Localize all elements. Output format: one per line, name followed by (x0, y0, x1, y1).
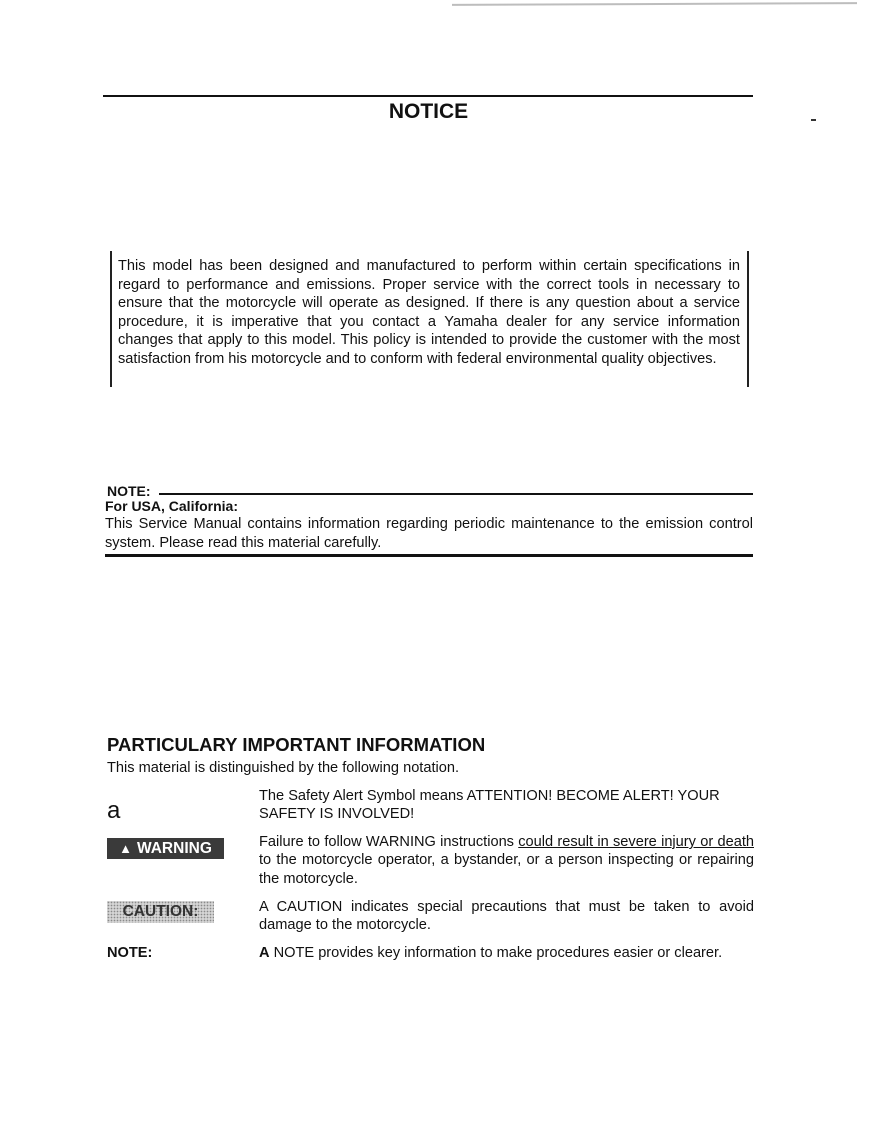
note-label: NOTE: (107, 483, 151, 499)
note-text: NOTE provides key information to make procedures easier or clearer. (269, 945, 723, 961)
safety-alert-symbol: a (107, 797, 121, 824)
warning-text-before: Failure to follow WARNING instructions (259, 834, 519, 850)
warning-badge (107, 838, 224, 859)
section-intro: This material is distinguished by the following notation. (107, 760, 460, 776)
section-heading: PARTICULARY IMPORTANT INFORMATION (107, 734, 486, 755)
page-title: NOTICE (388, 100, 469, 123)
warning-text-underlined: could result in severe injury or death (518, 834, 754, 850)
note-rule (159, 493, 753, 495)
warning-triangle-icon: ▲ (119, 841, 132, 856)
top-rule (103, 95, 753, 97)
note-notation-label: NOTE: (107, 945, 153, 961)
note-bottom-rule (105, 554, 753, 557)
alert-description: The Safety Alert Symbol means ATTENTION! BECOME ALERT! YOUR SAFETY IS INVOLVED! (259, 788, 720, 823)
note-paragraph: This Service Manual contains information regarding periodic maintenance to the emission control system. Please read this material carefully. (105, 516, 753, 551)
notice-paragraph: This model has been designed and manufactured to perform within certain specifications in regard to performance and emissions. Proper service with the correct tools in necessary to ensure that the motorcycle will operate as designed. If there is any question about a service procedure, it is imperative that you contact a Yamaha dealer for any service information changes that apply to this model. This policy is intended to provide the customer with the most satisfaction from his motorcycle and to conform with federal environmental quality objectives. (118, 258, 740, 367)
warning-description (259, 833, 754, 888)
note-heading: For USA, California: (105, 498, 239, 514)
note-description (259, 944, 759, 962)
caution-description: A CAUTION indicates special precautions that must be taken to avoid damage to the motorcycle. (259, 899, 754, 934)
scan-edge-line (452, 2, 857, 6)
caution-badge: CAUTION: (107, 901, 214, 923)
warning-label: WARNING (136, 839, 212, 857)
note-text-lead: A (259, 945, 270, 961)
warning-text-after: to the motorcycle operator, a bystander, or a person inspecting or repairing the motorcycle. (259, 852, 754, 887)
